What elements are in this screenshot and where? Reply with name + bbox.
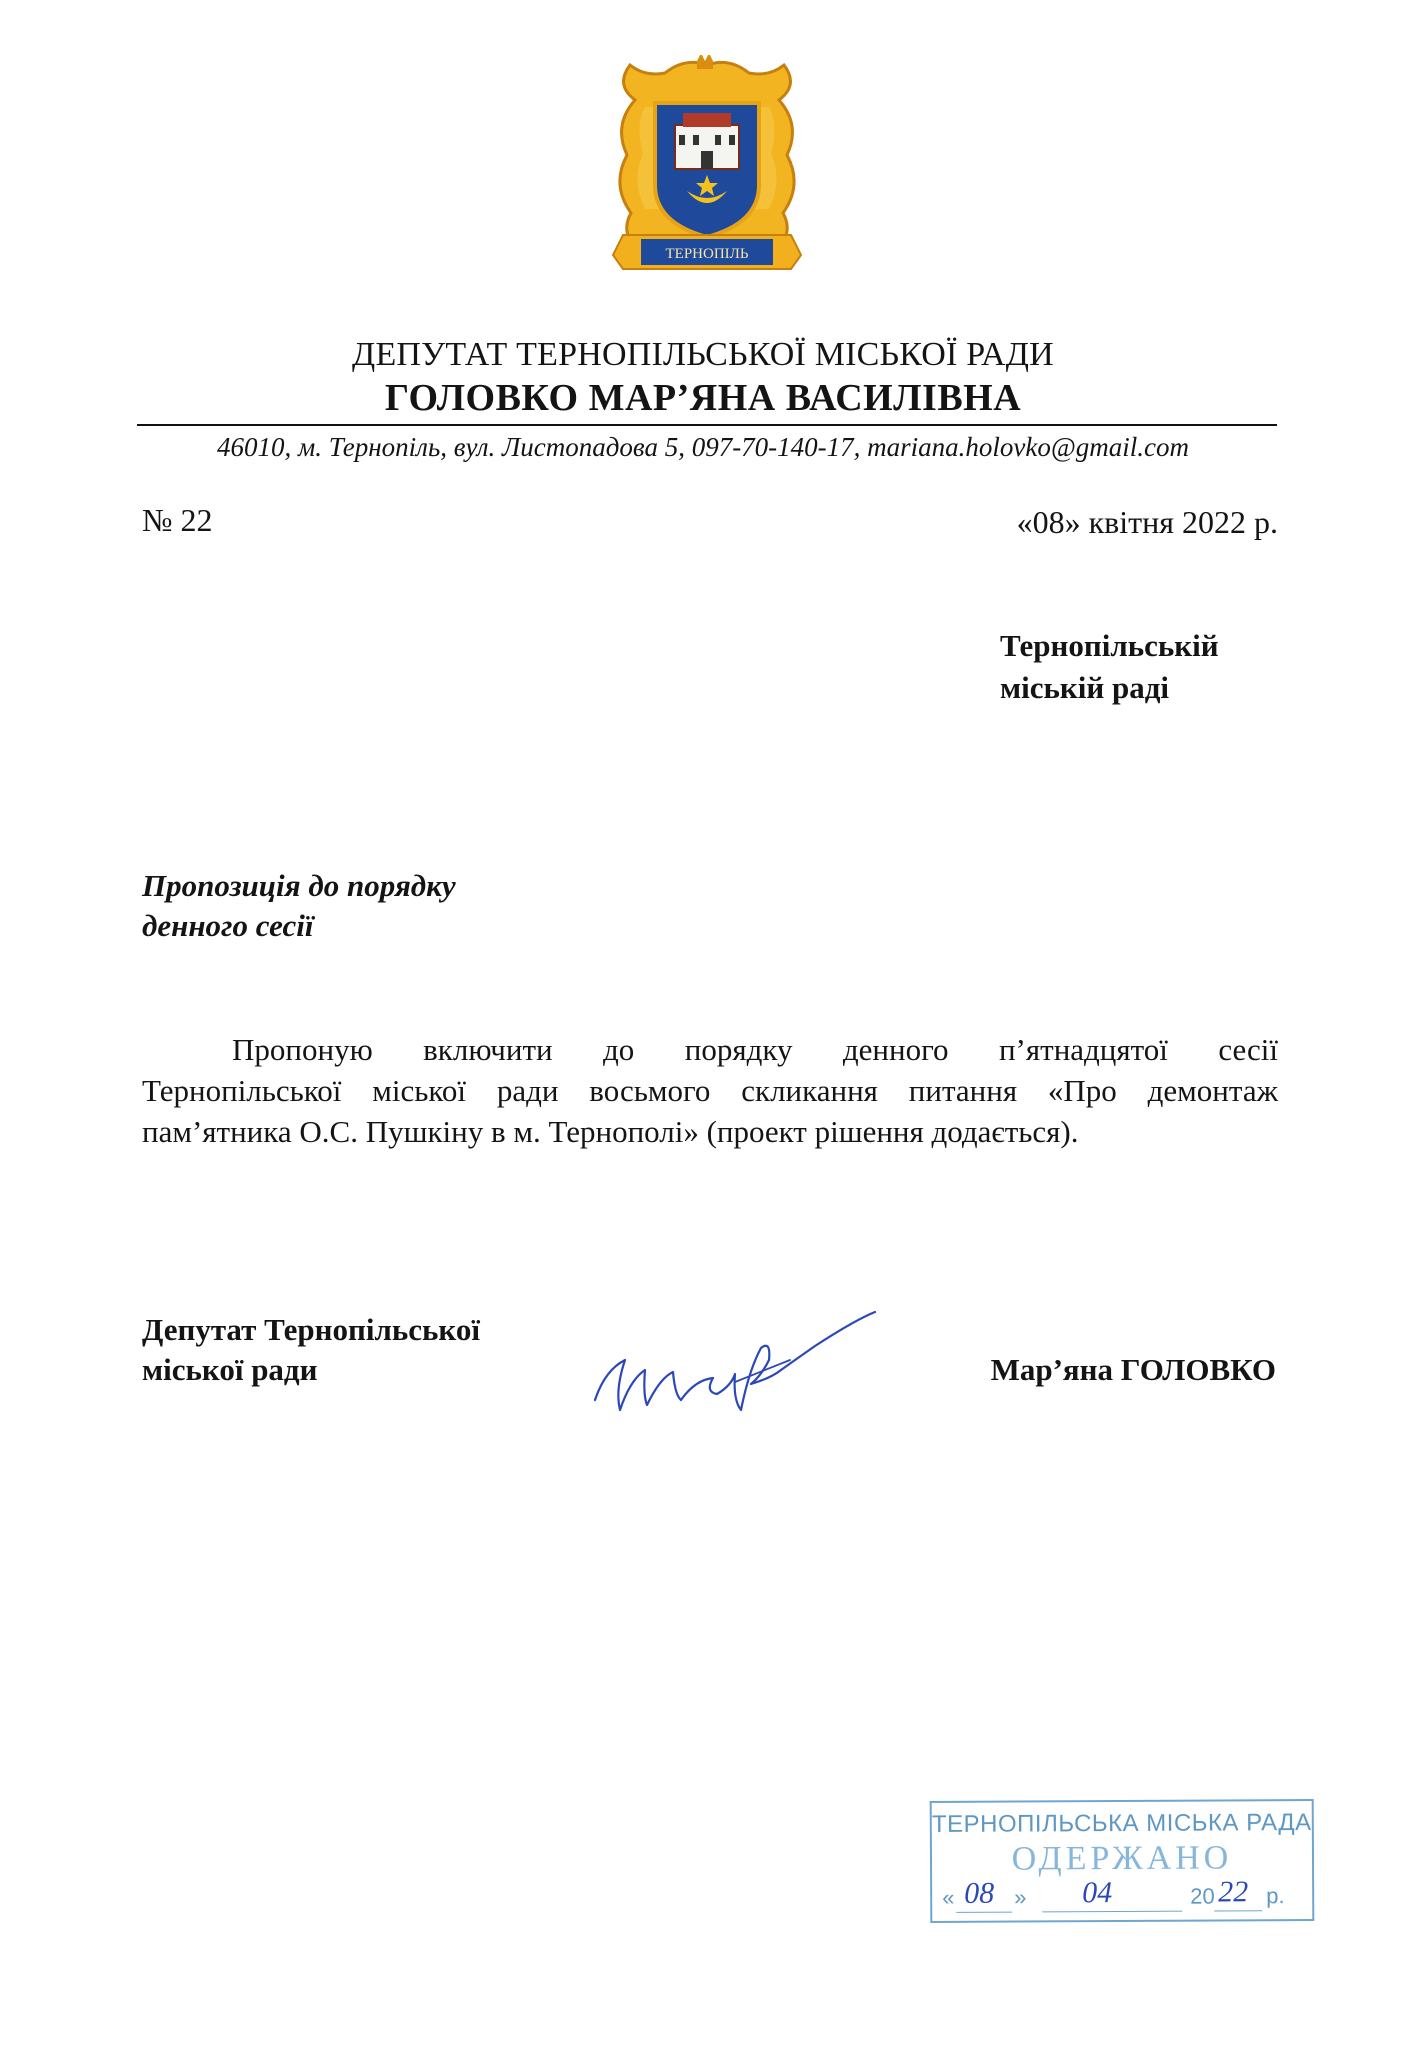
- received-stamp: [930, 1799, 1315, 1923]
- stamp-received-label: ОДЕРЖАНО: [1011, 1839, 1233, 1878]
- subject-line-1: Пропозиція до порядку: [142, 868, 456, 903]
- addressee-line-2: міській раді: [1000, 670, 1170, 705]
- letterhead-contacts: 46010, м. Тернопіль, вул. Листопадова 5, 097-70-140-17, mariana.holovko@gmail.com: [217, 432, 1189, 462]
- stamp-month: 04: [1082, 1876, 1113, 1910]
- document-number: № 22: [142, 502, 213, 538]
- letterhead-name: ГОЛОВКО МАР’ЯНА ВАСИЛІВНА: [384, 377, 1022, 419]
- letterhead-title: ДЕПУТАТ ТЕРНОПІЛЬСЬКОЇ МІСЬКОЇ РАДИ: [352, 336, 1054, 373]
- letterhead-divider: [137, 424, 1277, 426]
- subject-line-2: денного сесії: [142, 908, 314, 943]
- stamp-date-row: [942, 1875, 1302, 1915]
- stamp-open-quote: «: [942, 1884, 955, 1910]
- body-line-1-text: Пропоную включити до порядку денного п’ятнадцятої сесії: [232, 1032, 1278, 1067]
- stamp-year-suffix: 22: [1218, 1875, 1249, 1909]
- handwritten-signature: [585, 1300, 885, 1440]
- document-date: «08» квітня 2022 р.: [1016, 504, 1278, 540]
- emblem-banner-text: ТЕРНОПІЛЬ: [665, 246, 749, 262]
- stamp-day: 08: [964, 1876, 995, 1910]
- signer-role-line-2: міської ради: [142, 1352, 318, 1387]
- stamp-year-end: р.: [1266, 1883, 1285, 1909]
- signer-role-line-1: Депутат Тернопільської: [142, 1312, 480, 1347]
- body-paragraph-line-1: [142, 1030, 1278, 1070]
- stamp-year-prefix: 20: [1190, 1883, 1215, 1909]
- body-paragraph-line-3: пам’ятника О.С. Пушкіну в м. Тернополі» (проект рішення додається).: [142, 1114, 1079, 1149]
- coat-of-arms-emblem: [605, 55, 809, 293]
- signer-name: Мар’яна ГОЛОВКО: [990, 1352, 1276, 1387]
- addressee-line-1: Тернопільській: [1000, 628, 1219, 663]
- stamp-close-quote: »: [1014, 1884, 1027, 1910]
- body-paragraph-line-2: Тернопільської міської ради восьмого скликання питання «Про демонтаж: [142, 1073, 1278, 1108]
- stamp-organization: ТЕРНОПІЛЬСЬКА МІСЬКА РАДА: [931, 1809, 1312, 1838]
